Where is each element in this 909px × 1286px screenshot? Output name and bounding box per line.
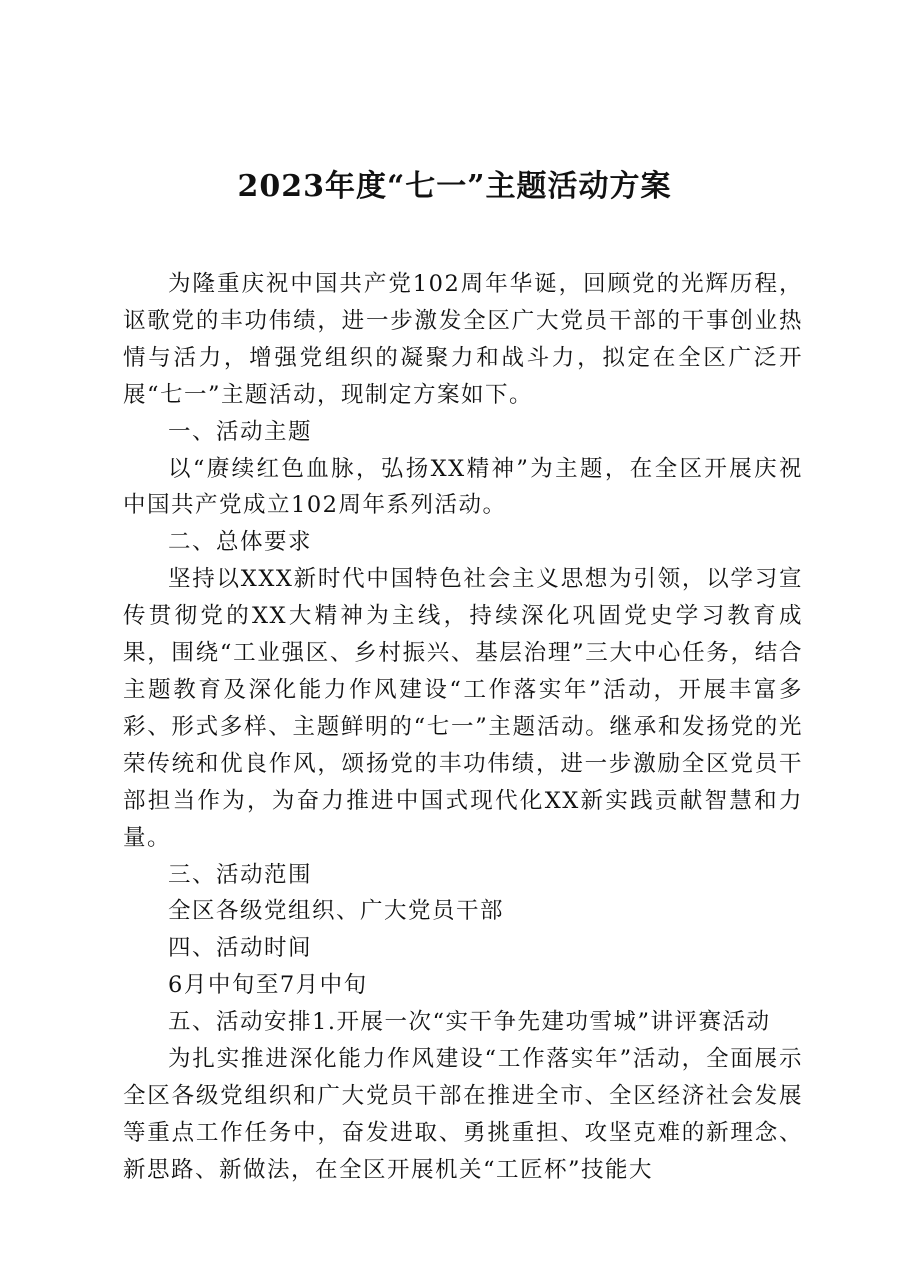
paragraph-general-requirements: 坚持以XXX新时代中国特色社会主义思想为引领，以学习宣传贯彻党的XX大精神为主线，持续深化巩固党史学习教育成果，围绕“工业强区、乡村振兴、基层治理”三大中心任务，结合主题教育及深化能力作风建设“工作落实年”活动，开展丰富多彩、形式多样、主题鲜明的“七一”主题活动。继承和发扬党的光荣传统和优良作风，颂扬党的丰功伟绩，进一步激励全区党员干部担当作为，为奋力推进中国式现代化XX新实践贡献智慧和力量。 [123,566,803,851]
heading-activity-theme: 一、活动主题 [168,418,313,445]
paragraph-activity-arrangement: 为扎实推进深化能力作风建设“工作落实年”活动，全面展示全区各级党组织和广大党员干部在推进全市、全区经济社会发展等重点工作任务中，奋发进取、勇挑重担、攻坚克难的新理念、新思路、新做法，在全区开展机关“工匠杯”技能大 [123,1046,803,1183]
paragraph-activity-time: 6月中旬至7月中旬 [168,972,368,999]
heading-activity-arrangement: 五、活动安排1.开展一次“实干争先建功雪城”讲评赛活动 [168,1009,771,1036]
paragraph-activity-theme: 以“赓续红色血脉，弘扬XX精神”为主题，在全区开展庆祝中国共产党成立102周年系列活动。 [123,455,803,519]
heading-activity-scope: 三、活动范围 [168,861,313,888]
document-body [123,266,803,1189]
heading-general-requirements: 二、总体要求 [168,529,313,556]
document-title: 2023年度“七一”主题活动方案 [237,169,672,204]
heading-activity-time: 四、活动时间 [168,935,313,962]
paragraph-intro: 为隆重庆祝中国共产党102周年华诞，回顾党的光辉历程，讴歌党的丰功伟绩，进一步激发全区广大党员干部的干事创业热情与活力，增强党组织的凝聚力和战斗力，拟定在全区广泛开展“七一”主题活动，现制定方案如下。 [123,271,803,408]
paragraph-activity-scope: 全区各级党组织、广大党员干部 [168,898,505,925]
